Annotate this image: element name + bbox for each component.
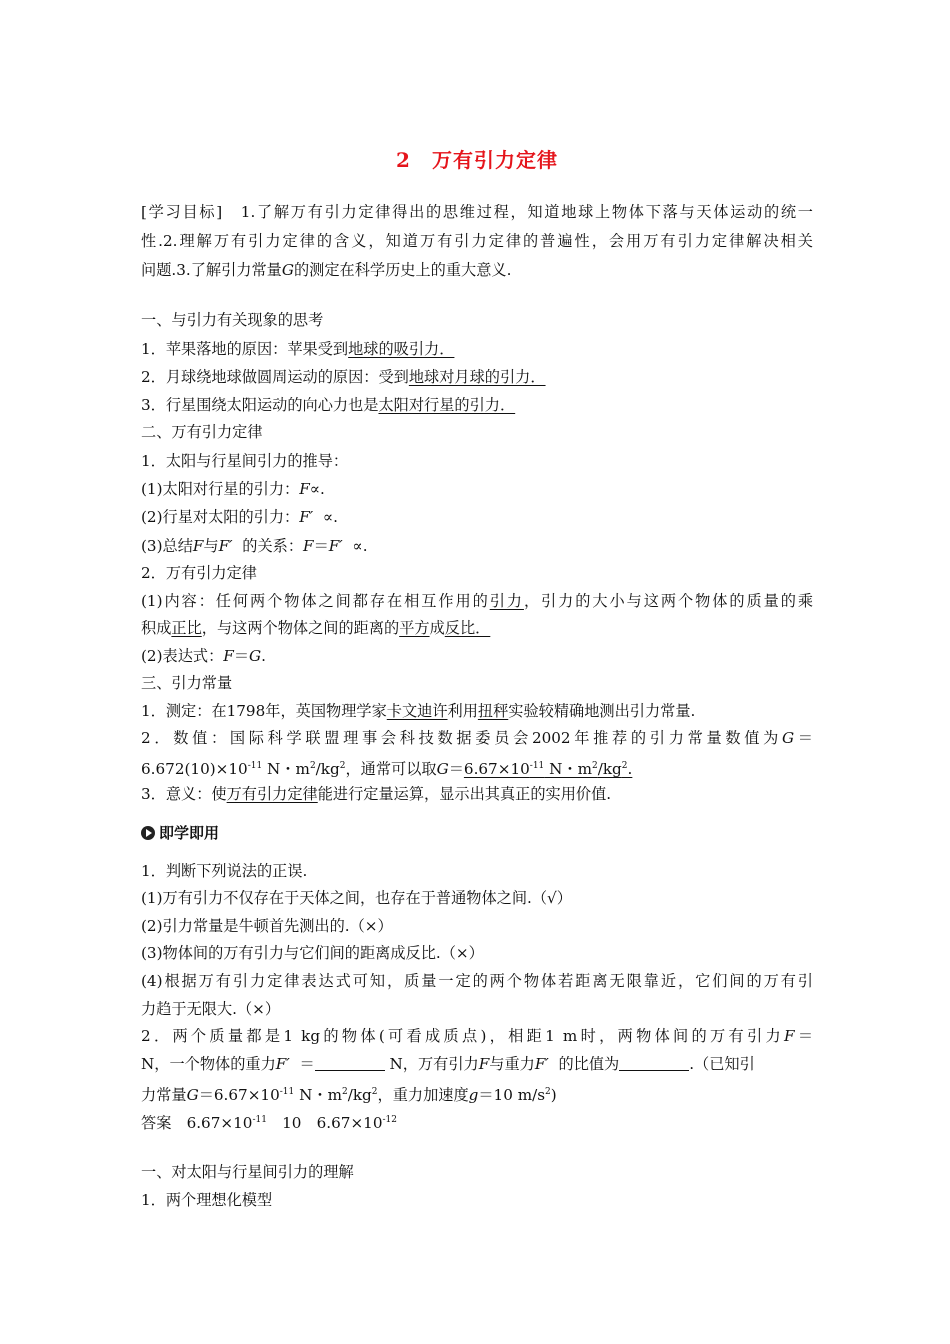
exponent: -11	[279, 1087, 295, 1097]
text: 2．月球绕地球做圆周运动的原因：受到	[141, 368, 409, 386]
s2-content-line-1	[141, 590, 813, 612]
symbol-F-prime: F′	[218, 537, 233, 555]
exponent: 2	[341, 1087, 348, 1097]
text: ＝10 m/s	[478, 1086, 546, 1104]
text: ＝	[233, 647, 249, 665]
symbol-g: g	[468, 1086, 479, 1104]
text: ＝6.67×10	[198, 1086, 280, 1104]
answer-underline: 地球的吸引力．	[348, 340, 455, 358]
objectives-line-2: 性.2.理解万有引力定律的含义，知道万有引力定律的普遍性，会用万有引力定律解决相关	[141, 232, 813, 250]
answer-underline: 太阳对行星的引力．	[378, 396, 516, 414]
text: (2)行星对太阳的引力：	[141, 508, 300, 526]
s1-item-2	[141, 366, 546, 388]
text: ＝	[794, 1027, 814, 1045]
answer-underline	[464, 760, 632, 778]
text: 利用	[447, 702, 478, 720]
text: 的测定在科学历史上的重大意义.	[293, 261, 512, 279]
q2-line-3	[141, 1081, 557, 1106]
text: ，通常可以取	[345, 760, 437, 778]
text: 积成	[141, 619, 172, 637]
exponent: 2	[621, 761, 628, 771]
text: 成	[429, 619, 445, 637]
text: 与重力	[489, 1055, 535, 1073]
q1: 1．判断下列说法的正误.	[141, 862, 308, 880]
exponent: 2	[592, 761, 598, 771]
text: (2)表达式：	[141, 647, 224, 665]
exponent: 2	[545, 1087, 551, 1097]
q1-3: (3)物体间的万有引力与它们间的距离成反比.（×）	[141, 944, 484, 962]
text: ∝.	[309, 480, 325, 498]
exponent: -12	[382, 1115, 398, 1125]
text: 答案 6.67×10	[141, 1114, 253, 1132]
symbol-G: G	[186, 1086, 199, 1104]
symbol-G: G	[436, 760, 449, 778]
text: 与	[203, 537, 219, 555]
text: ＝	[448, 760, 464, 778]
answer-underline: 平方	[399, 619, 430, 637]
answer-underline: 正比	[171, 619, 202, 637]
s2-sub-2: 2．万有引力定律	[141, 564, 257, 582]
text: 1．苹果落地的原因：苹果受到	[141, 340, 349, 358]
text: 2．两个质量都是1 kg的物体(可看成质点)，相距1 m时，两物体间的万有引力	[141, 1027, 784, 1045]
s2-p2	[141, 506, 338, 528]
text: 6.67×10	[463, 760, 530, 778]
text: 能进行定量运算，显示出其真正的实用价值.	[317, 785, 612, 803]
exponent: -11	[247, 761, 263, 771]
symbol-F-prime: F′	[299, 508, 314, 526]
blank	[619, 1055, 689, 1071]
text: /kg	[597, 760, 622, 778]
s2-p3	[141, 535, 368, 557]
text: 6.672(10)×10	[141, 760, 248, 778]
s1-item-3	[141, 394, 515, 416]
symbol-F-prime: F′	[534, 1055, 549, 1073]
text: 3．意义：使	[141, 785, 227, 803]
symbol-G: G	[249, 647, 262, 665]
answer-underline: 地球对月球的引力．	[408, 368, 546, 386]
exponent: 2	[339, 761, 346, 771]
q2-line-1	[141, 1025, 813, 1047]
s3-item-2-line-1	[141, 727, 813, 749]
text: 实验较精确地测出引力常量.	[508, 702, 696, 720]
s3-item-1	[141, 700, 695, 722]
exponent: -11	[252, 1115, 267, 1125]
text: 10 6.67×10	[266, 1114, 383, 1132]
text: ∝.	[352, 537, 368, 555]
s2-content-line-2	[141, 617, 490, 639]
symbol-F: F	[303, 537, 314, 555]
text: N，万有引力	[389, 1055, 479, 1073]
s1-item-1	[141, 338, 454, 360]
text: ∝.	[322, 508, 338, 526]
text: ＝	[313, 537, 329, 555]
q1-2: (2)引力常量是牛顿首先测出的.（×）	[141, 917, 393, 935]
text: /kg	[315, 760, 340, 778]
text: ，重力加速度	[377, 1086, 469, 1104]
practice-heading-text: 即学即用	[159, 824, 220, 842]
text: 3．行星围绕太阳运动的向心力也是	[141, 396, 379, 414]
text: (3)总结	[141, 537, 193, 555]
symbol-G: G	[781, 729, 795, 747]
blank	[315, 1055, 385, 1071]
section-heading-3: 三、引力常量	[141, 674, 233, 692]
text: ，与这两个物体之间的距离的	[201, 619, 400, 637]
text: 1．测定：在1798年，英国物理学家	[141, 702, 387, 720]
text: .（已知引	[689, 1055, 755, 1073]
q1-4-line-2: 力趋于无限大.（×）	[141, 1000, 281, 1018]
objectives-line-1: [学习目标] 1.了解万有引力定律得出的思维过程，知道地球上物体下落与天体运动的统一	[141, 203, 813, 221]
text: ＝	[299, 1055, 315, 1073]
section-heading-2: 二、万有引力定律	[141, 423, 263, 441]
answer-underline: 万有引力定律	[226, 785, 318, 803]
text: .	[261, 647, 266, 665]
text: 的关系：	[242, 537, 304, 555]
page-title: 2 万有引力定律	[396, 148, 558, 172]
text: 问题.3.了解引力常量	[141, 261, 282, 279]
symbol-F: F	[478, 1055, 490, 1073]
answer-underline: 引力	[489, 592, 524, 610]
s2-sub-1: 1．太阳与行星间引力的推导：	[141, 452, 349, 470]
text: N，一个物体的重力	[141, 1055, 276, 1073]
q1-1: (1)万有引力不仅存在于天体之间，也存在于普通物体之间.（√）	[141, 889, 572, 907]
symbol-F-prime: F′	[275, 1055, 290, 1073]
text: .	[627, 760, 633, 778]
answer-underline: 扭秤	[477, 702, 509, 720]
text: N・m	[544, 760, 592, 778]
text: /kg	[347, 1086, 372, 1104]
symbol-F: F	[223, 647, 234, 665]
text: 力常量	[141, 1086, 187, 1104]
symbol-F-prime: F′	[328, 537, 343, 555]
symbol-F: F	[192, 537, 204, 555]
answer-underline: 反比．	[444, 619, 491, 637]
s4-sub-1: 1．两个理想化模型	[141, 1191, 273, 1209]
exponent: 2	[309, 761, 316, 771]
text: 2．数值：国际科学联盟理事会科技数据委员会2002年推荐的引力常量数值为	[141, 729, 782, 747]
s2-p1	[141, 478, 325, 500]
text: 的比值为	[558, 1055, 620, 1073]
answer-line	[141, 1109, 397, 1134]
section-heading-1: 一、与引力有关现象的思考	[141, 311, 324, 329]
answer-underline: 卡文迪许	[386, 702, 448, 720]
text: N・m	[294, 1086, 342, 1104]
symbol-F: F	[783, 1027, 795, 1045]
symbol-G: G	[281, 261, 294, 279]
practice-heading	[141, 822, 219, 843]
text: ，引力的大小与这两个物体的质量的乘	[523, 592, 814, 610]
section-heading-4: 一、对太阳与行星间引力的理解	[141, 1163, 354, 1181]
text: )	[550, 1086, 557, 1104]
objectives-line-3	[141, 259, 511, 281]
text: (1)内容：任何两个物体之间都存在相互作用的	[141, 592, 490, 610]
q2-line-2	[141, 1053, 755, 1075]
symbol-F: F	[299, 480, 310, 498]
s3-item-2-line-2	[141, 755, 632, 780]
play-circle-icon	[141, 826, 155, 840]
q1-4-line-1: (4)根据万有引力定律表达式可知，质量一定的两个物体若距离无限靠近，它们间的万有引	[141, 972, 813, 990]
s3-item-3	[141, 783, 611, 805]
text: (1)太阳对行星的引力：	[141, 480, 300, 498]
exponent: -11	[529, 761, 545, 771]
exponent: 2	[371, 1087, 378, 1097]
s2-expression	[141, 645, 266, 667]
text: N・m	[262, 760, 310, 778]
text: ＝	[794, 729, 813, 747]
